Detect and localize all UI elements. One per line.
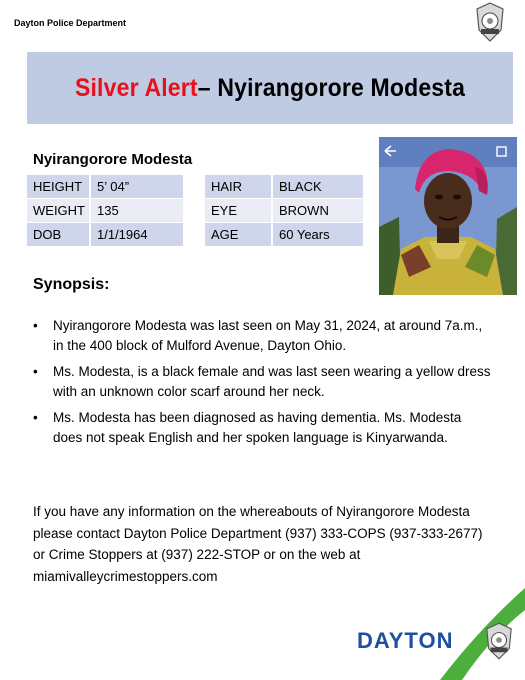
- contact-info: If you have any information on the whereabouts of Nyirangorore Modesta please contact Dayton Police Department (937) 333-COPS (937-333-2677) or Crime Stoppers at (937) 222-STOP or on the web at miamivalleycrimestoppers.com: [33, 504, 483, 584]
- department-label: Dayton Police Department: [14, 18, 127, 28]
- physical-stats-table: [27, 175, 183, 246]
- table-row: [27, 199, 183, 223]
- subject-name: Nyirangorore Modesta: [33, 151, 193, 168]
- stat-value: 1/1/1964: [90, 223, 183, 247]
- alert-subject-name: – Nyirangorore Modesta: [197, 73, 466, 102]
- list-item: • Ms. Modesta, is a black female and was last seen wearing a yellow dress with an unknown color scarf around her neck.: [33, 362, 493, 402]
- police-badge-icon: [484, 622, 514, 660]
- table-row: [205, 175, 363, 199]
- synopsis-heading: Synopsis:: [33, 276, 110, 293]
- table-row: [205, 223, 363, 247]
- alert-title: [75, 74, 465, 103]
- table-row: [205, 199, 363, 223]
- list-item: • Ms. Modesta has been diagnosed as having dementia. Ms. Modesta does not speak English and her spoken language is Kinyarwanda.: [33, 408, 493, 448]
- stat-value: 5’ 04”: [90, 175, 183, 199]
- alert-type: Silver Alert: [74, 73, 198, 102]
- stat-label: AGE: [205, 223, 272, 247]
- stat-label: HAIR: [205, 175, 272, 199]
- title-banner: [27, 52, 513, 124]
- stat-label: DOB: [27, 223, 90, 247]
- table-row: [27, 223, 183, 247]
- stat-value: BLACK: [272, 175, 363, 199]
- stat-label: HEIGHT: [27, 175, 90, 199]
- stat-value: 60 Years: [272, 223, 363, 247]
- list-item: • Nyirangorore Modesta was last seen on May 31, 2024, at around 7a.m., in the 400 block of Mulford Avenue, Dayton Ohio.: [33, 316, 493, 356]
- dayton-logo: DAYTON: [357, 628, 454, 653]
- stat-value: BROWN: [272, 199, 363, 223]
- synopsis-list: [33, 316, 493, 454]
- subject-photo: [379, 137, 517, 295]
- stat-value: 135: [90, 199, 183, 223]
- police-badge-icon: [474, 2, 506, 42]
- stat-label: EYE: [205, 199, 272, 223]
- table-row: [27, 175, 183, 199]
- stat-label: WEIGHT: [27, 199, 90, 223]
- appearance-stats-table: [205, 175, 363, 246]
